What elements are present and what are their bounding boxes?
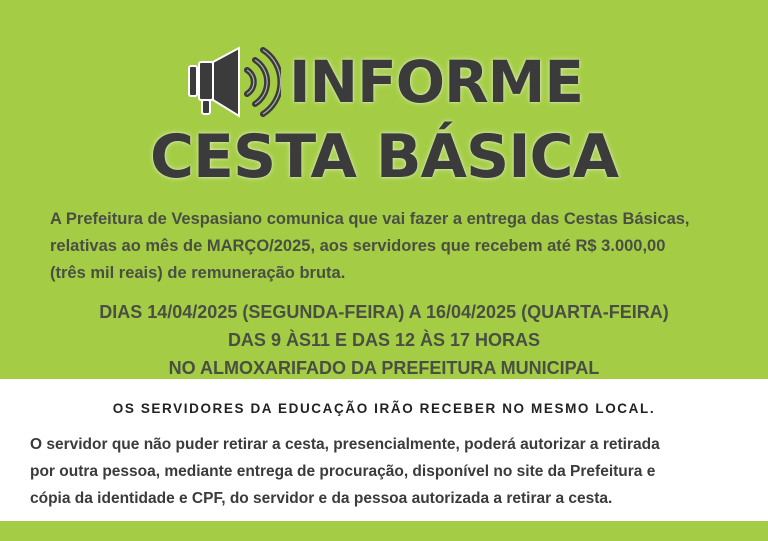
intro-paragraph [50,206,740,287]
megaphone-icon [185,44,281,120]
title-informe: INFORME [288,48,584,116]
notice-panel [0,379,768,521]
intro-line: A Prefeitura de Vespasiano comunica que vai fazer a entrega das Cestas Básicas, [50,210,690,228]
notice-line: cópia da identidade e CPF, do servidor e da pessoa autorizada a retirar a cesta. [30,490,613,507]
intro-line: relativas ao mês de MARÇO/2025, aos servidores que recebem até R$ 3.000,00 [50,237,666,255]
schedule-place: NO ALMOXARIFADO DA PREFEITURA MUNICIPAL [168,358,600,378]
schedule-block [0,298,768,382]
intro-line: (três mil reais) de remuneração bruta. [50,264,346,282]
notice-line: por outra pessoa, mediante entrega de procuração, disponível no site da Prefeitura e [30,463,656,480]
notice-paragraph [30,431,750,512]
schedule-hours: DAS 9 ÀS11 E DAS 12 ÀS 17 HORAS [227,330,541,350]
schedule-dates: DIAS 14/04/2025 (SEGUNDA-FEIRA) A 16/04/2025 (QUARTA-FEIRA) [99,302,669,322]
title-cesta-basica: CESTA BÁSICA [150,122,618,192]
notice-line: O servidor que não puder retirar a cesta, presencialmente, poderá autorizar a retirada [30,436,660,453]
education-notice: OS SERVIDORES DA EDUCAÇÃO IRÃO RECEBER NO MESMO LOCAL. [112,401,656,416]
title-row [0,44,768,120]
